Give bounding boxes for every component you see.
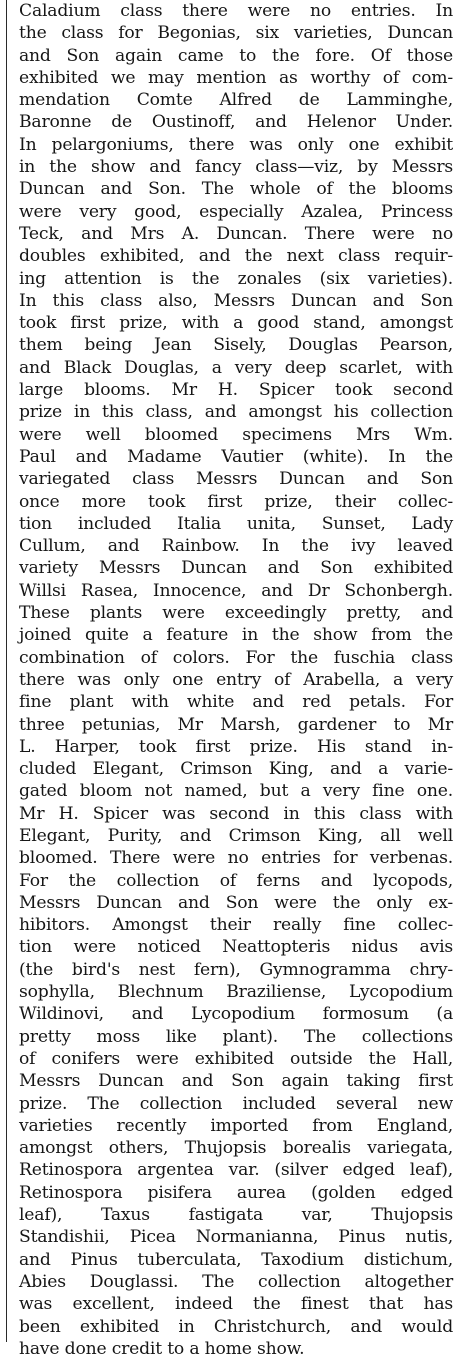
text-line: Baronne de Oustinoff, and Helenor Under. xyxy=(19,112,453,133)
text-line: gated bloom not named, but a very fine one. xyxy=(19,781,453,802)
text-line: variety Messrs Duncan and Son exhibited xyxy=(19,558,453,579)
text-line-final: have done credit to a home show. xyxy=(19,1338,305,1359)
text-line: and Black Douglas, a very deep scarlet, with xyxy=(19,357,453,378)
text-line: Mr H. Spicer was second in this class with xyxy=(19,803,453,824)
text-line: Standishii, Picea Normanianna, Pinus nutis, xyxy=(19,1227,453,1248)
text-line: three petunias, Mr Marsh, gardener to Mr xyxy=(19,714,453,735)
text-line: the class for Begonias, six varieties, Duncan xyxy=(19,23,453,44)
text-line: was excellent, indeed the finest that has xyxy=(19,1294,453,1315)
text-line: Willsi Rasea, Innocence, and Dr Schonbergh. xyxy=(19,580,453,601)
text-line: cluded Elegant, Crimson King, and a varie- xyxy=(19,759,453,780)
text-line: tion included Italia unita, Sunset, Lady xyxy=(19,513,453,534)
text-line: been exhibited in Christchurch, and would xyxy=(19,1316,453,1337)
text-line: Retinospora pisifera aurea (golden edged xyxy=(19,1182,453,1203)
text-line: there was only one entry of Arabella, a very xyxy=(19,669,453,690)
text-line: Abies Douglassi. The collection altogether xyxy=(19,1271,453,1292)
text-line: Messrs Duncan and Son were the only ex- xyxy=(19,892,453,913)
text-line: doubles exhibited, and the next class requir- xyxy=(19,246,453,267)
text-line: amongst others, Thujopsis borealis variegata, xyxy=(19,1138,453,1159)
text-line: Caladium class there were no entries. In xyxy=(19,1,453,21)
text-line: prize in this class, and amongst his collection xyxy=(19,402,453,423)
text-line: joined quite a feature in the show from the xyxy=(19,625,453,646)
text-line: were very good, especially Azalea, Princess xyxy=(19,201,453,222)
text-line: mendation Comte Alfred de Lamminghe, xyxy=(19,90,453,111)
newspaper-article-column xyxy=(19,0,453,1359)
text-line: For the collection of ferns and lycopods, xyxy=(19,870,453,891)
text-line: In pelargoniums, there was only one exhibit xyxy=(19,134,453,155)
text-line: combination of colors. For the fuschia class xyxy=(19,647,453,668)
text-line: Paul and Madame Vautier (white). In the xyxy=(19,446,453,467)
text-line: and Son again came to the fore. Of those xyxy=(19,45,453,66)
text-line: varieties recently imported from England, xyxy=(19,1115,453,1136)
text-line: of conifers were exhibited outside the Hall, xyxy=(19,1048,453,1069)
text-line: pretty moss like plant). The collections xyxy=(19,1026,453,1047)
text-line: Retinospora argentea var. (silver edged leaf), xyxy=(19,1160,453,1181)
text-line: sophylla, Blechnum Braziliense, Lycopodium xyxy=(19,982,453,1003)
text-line: Messrs Duncan and Son again taking first xyxy=(19,1071,453,1092)
text-line: and Pinus tuberculata, Taxodium distichum, xyxy=(19,1249,453,1270)
text-line: tion were noticed Neattopteris nidus avis xyxy=(19,937,453,958)
text-line: fine plant with white and red petals. For xyxy=(19,692,453,713)
text-line: ing attention is the zonales (six varieties). xyxy=(19,268,453,289)
text-line: Teck, and Mrs A. Duncan. There were no xyxy=(19,223,453,244)
text-line: prize. The collection included several new xyxy=(19,1093,453,1114)
text-line: took first prize, with a good stand, amongst xyxy=(19,313,453,334)
text-line: bloomed. There were no entries for verbenas. xyxy=(19,848,453,869)
text-line: them being Jean Sisely, Douglas Pearson, xyxy=(19,335,453,356)
text-line: in the show and fancy class—viz, by Messrs xyxy=(19,157,453,178)
text-line: (the bird's nest fern), Gymnogramma chry- xyxy=(19,959,453,980)
text-line: Wildinovi, and Lycopodium formosum (a xyxy=(19,1004,453,1025)
column-rule xyxy=(6,0,7,1342)
text-line: exhibited we may mention as worthy of com- xyxy=(19,67,453,88)
text-line: were well bloomed specimens Mrs Wm. xyxy=(19,424,453,445)
text-line: Duncan and Son. The whole of the blooms xyxy=(19,179,453,200)
text-line: large blooms. Mr H. Spicer took second xyxy=(19,380,453,401)
text-line: In this class also, Messrs Duncan and Son xyxy=(19,290,453,311)
text-line: once more took first prize, their collec- xyxy=(19,491,453,512)
text-line: variegated class Messrs Duncan and Son xyxy=(19,469,453,490)
text-line: L. Harper, took first prize. His stand in- xyxy=(19,736,453,757)
text-line: leaf), Taxus fastigata var, Thujopsis xyxy=(19,1205,453,1226)
text-line: Elegant, Purity, and Crimson King, all well xyxy=(19,825,453,846)
text-line: Cullum, and Rainbow. In the ivy leaved xyxy=(19,536,453,557)
text-line: hibitors. Amongst their really fine collec- xyxy=(19,915,453,936)
text-line: These plants were exceedingly pretty, and xyxy=(19,603,453,624)
